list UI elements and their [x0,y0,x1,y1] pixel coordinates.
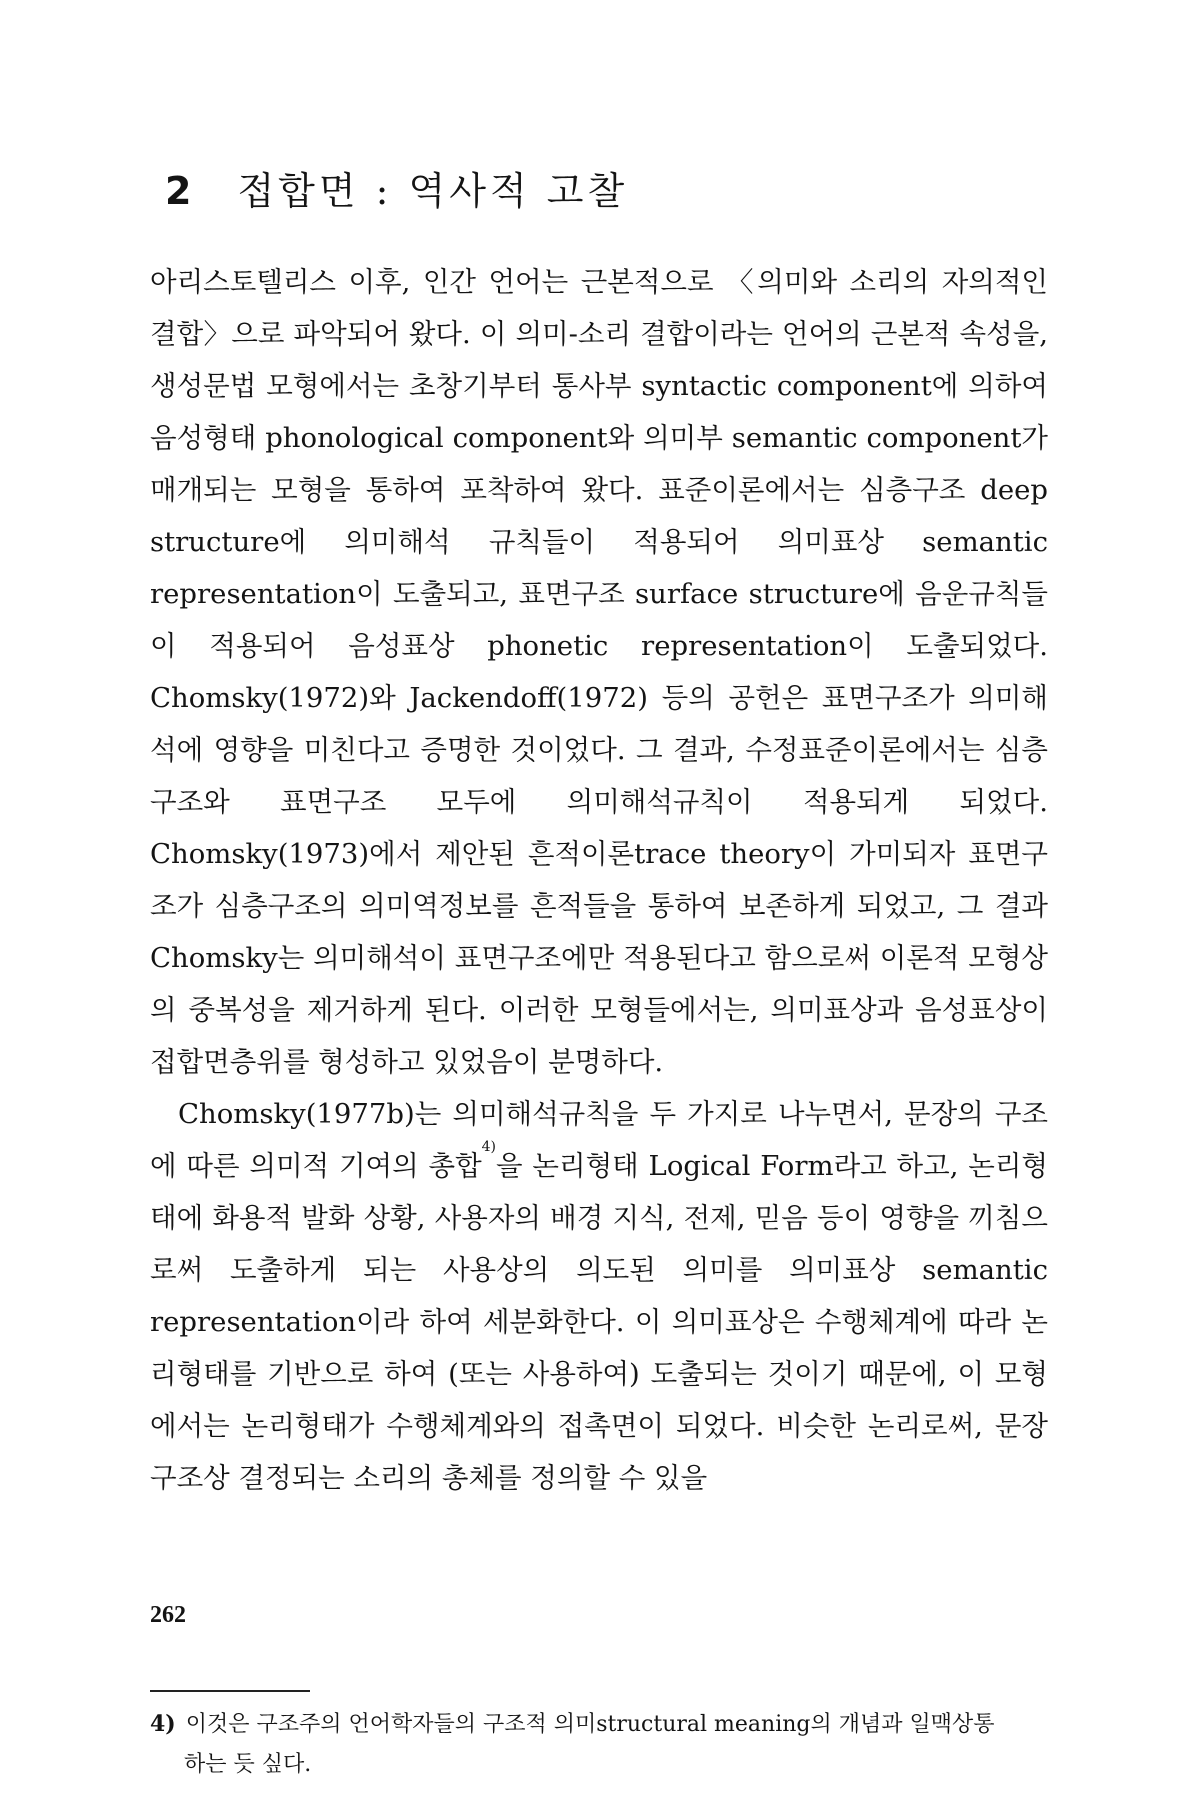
footnote-line-2: 하는 듯 싶다. [184,1752,312,1777]
paragraph-1: 아리스토텔리스 이후, 인간 언어는 근본적으로 〈의미와 소리의 자의적인 결합〉으로 파악되어 왔다. 이 의미-소리 결합이라는 언어의 근본적 속성을, 생성문법 모형에서는 초창기부터 통사부 syntactic component에 의하여 음성형태 phonological component와 의미부 semantic component가 매개되는 모형을 통하여 포착하여 왔다. 표준이론에서는 심층구조 deep structure에 의미해석 규칙들이 적용되어 의미표상 semantic representation이 도출되고, 표면구조 surface structure에 음운규칙들이 적용되어 음성표상 phonetic representation이 도출되었다. Chomsky(1972)와 Jackendoff(1972) 등의 공헌은 표면구조가 의미해석에 영향을 미친다고 증명한 것이었다. 그 결과, 수정표준이론에서는 심층구조와 표면구조 모두에 의미해석규칙이 적용되게 되었다. Chomsky(1973)에서 제안된 흔적이론trace theory이 가미되자 표면구조가 심층구조의 의미역정보를 흔적들을 통하여 보존하게 되었고, 그 결과 Chomsky는 의미해석이 표면구조에만 적용된다고 함으로써 이론적 모형상의 중복성을 제거하게 된다. 이러한 모형들에서는, 의미표상과 음성표상이 접합면층위를 형성하고 있었음이 분명하다. [150,266,1048,1078]
section-heading [165,160,628,215]
footnote [150,1704,1048,1785]
paragraph-2 [150,1088,1048,1504]
footnote-reference: 4) [481,1139,497,1155]
paragraph-2-rest: 을 논리형태 Logical Form라고 하고, 논리형태에 화용적 발화 상황, 사용자의 배경 지식, 전제, 믿음 등이 영향을 끼침으로써 도출하게 되는 사용상의 의도된 의미를 의미표상 semantic representation이라 하여 세분화한다. 이 의미표상은 수행체계에 따라 논리형태를 기반으로 하여 (또는 사용하여) 도출되는 것이기 때문에, 이 모형에서는 논리형태가 수행체계와의 접촉면이 되었다. 비슷한 논리로써, 문장구조상 결정되는 소리의 총체를 정의할 수 있을 [150,1150,1048,1494]
body-text [150,256,1048,1504]
footnote-divider [150,1690,310,1692]
page-number: 262 [150,1602,186,1628]
section-title: 접합면 : 역사적 고찰 [237,169,629,213]
paragraph-2-start: Chomsky(1977b)는 의미해석규칙을 두 가지로 나누면서, 문장의 구조에 따른 의미적 기여의 총합 [150,1098,1048,1182]
section-number: 2 [165,169,192,213]
footnote-label: 4) [150,1711,176,1737]
footnote-line-1: 이것은 구조주의 언어학자들의 구조적 의미structural meaning의 개념과 일맥상통 [185,1712,995,1737]
